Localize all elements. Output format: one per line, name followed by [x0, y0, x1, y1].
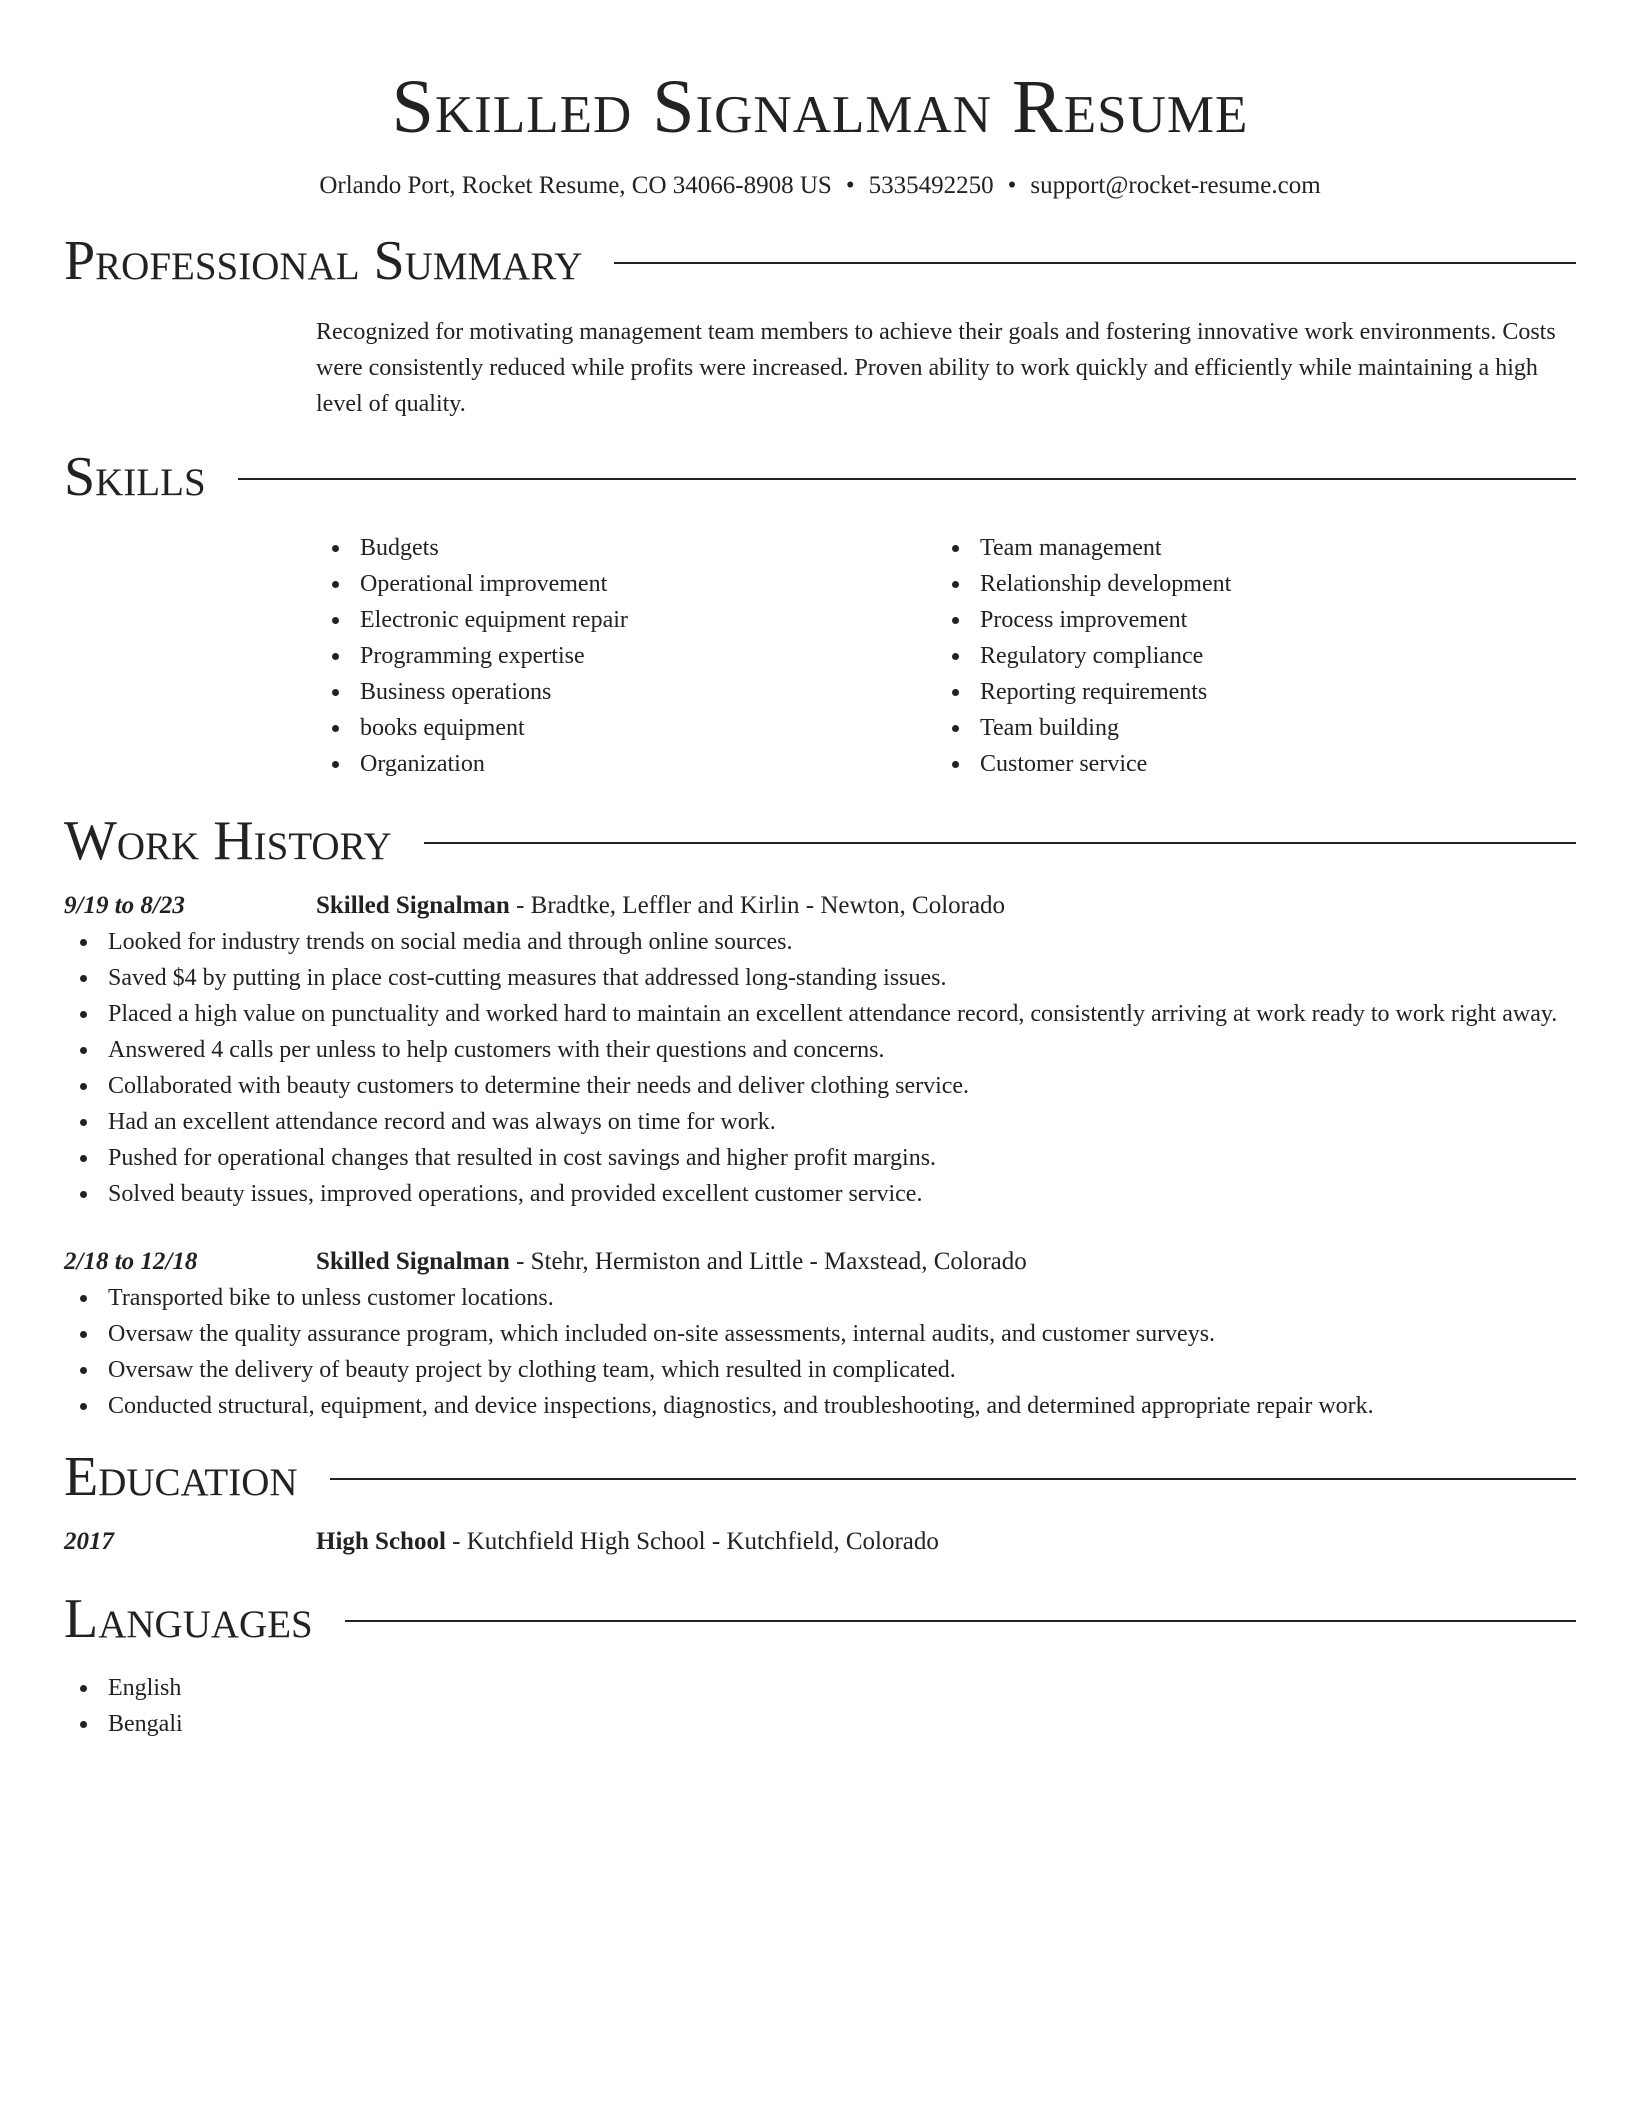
summary-title: Professional Summary [64, 230, 583, 292]
education-degree: High School [316, 1528, 446, 1555]
skill-item: Operational improvement [316, 566, 936, 602]
job-header [316, 1244, 1576, 1280]
work-heading [64, 808, 1576, 874]
skills-list-right [936, 530, 1556, 782]
skills-heading [64, 444, 1576, 510]
contact-separator: • [1007, 172, 1017, 199]
work-section [64, 808, 1576, 1424]
job-dates: 2/18 to 12/18 [64, 1248, 198, 1275]
job-bullet: Placed a high value on punctuality and worked hard to maintain an excellent attendance record, consistently arriving at work ready to work right away. [64, 996, 1576, 1032]
skill-item: Process improvement [936, 602, 1556, 638]
section-divider [614, 262, 1576, 264]
job-bullet: Solved beauty issues, improved operations, and provided excellent customer service. [64, 1176, 1576, 1212]
job-details: - Stehr, Hermiston and Little - Maxstead, Colorado [509, 1248, 1027, 1275]
skills-section [64, 444, 1576, 782]
job-bullet: Oversaw the quality assurance program, which included on-site assessments, internal audits, and customer surveys. [64, 1316, 1576, 1352]
job-header [316, 888, 1576, 924]
resume-title: Skilled Signalman Resume [391, 65, 1249, 149]
skill-item: Team management [936, 530, 1556, 566]
skill-item: books equipment [316, 710, 936, 746]
work-title: Work History [64, 810, 392, 872]
contact-phone: 5335492250 [868, 172, 994, 199]
skills-columns [316, 530, 1576, 782]
skill-item: Budgets [316, 530, 936, 566]
skills-title: Skills [64, 446, 206, 508]
skill-item: Programming expertise [316, 638, 936, 674]
education-section [64, 1444, 1576, 1560]
section-divider [424, 842, 1576, 844]
resume-page [64, 0, 1576, 1742]
job-entry [64, 1244, 1576, 1424]
summary-heading [64, 228, 1576, 294]
job-details: - Bradtke, Leffler and Kirlin - Newton, Colorado [509, 892, 1006, 919]
section-divider [345, 1620, 1576, 1622]
contact-address: Orlando Port, Rocket Resume, CO 34066-8908 US [319, 172, 832, 199]
job-bullet: Answered 4 calls per unless to help customers with their questions and concerns. [64, 1032, 1576, 1068]
summary-section [64, 228, 1576, 422]
contact-line [64, 170, 1576, 202]
language-item: English [64, 1670, 1576, 1706]
education-entry [64, 1524, 1576, 1560]
section-divider [238, 478, 1576, 480]
contact-separator: • [845, 172, 855, 199]
contact-email: support@rocket-resume.com [1030, 172, 1321, 199]
job-bullet: Looked for industry trends on social media and through online sources. [64, 924, 1576, 960]
education-title: Education [64, 1446, 298, 1508]
languages-title: Languages [64, 1588, 313, 1650]
education-heading [64, 1444, 1576, 1510]
job-bullet: Transported bike to unless customer locations. [64, 1280, 1576, 1316]
skill-item: Reporting requirements [936, 674, 1556, 710]
job-entry [64, 888, 1576, 1212]
job-bullet: Collaborated with beauty customers to determine their needs and deliver clothing service. [64, 1068, 1576, 1104]
education-header [316, 1524, 1576, 1560]
job-bullet: Pushed for operational changes that resulted in cost savings and higher profit margins. [64, 1140, 1576, 1176]
job-bullet: Had an excellent attendance record and was always on time for work. [64, 1104, 1576, 1140]
skill-item: Customer service [936, 746, 1556, 782]
skill-item: Organization [316, 746, 936, 782]
education-year: 2017 [64, 1528, 114, 1555]
job-bullet: Oversaw the delivery of beauty project by clothing team, which resulted in complicated. [64, 1352, 1576, 1388]
skill-item: Regulatory compliance [936, 638, 1556, 674]
languages-section [64, 1586, 1576, 1742]
job-dates: 9/19 to 8/23 [64, 892, 185, 919]
job-role: Skilled Signalman [316, 892, 510, 919]
job-bullet: Saved $4 by putting in place cost-cutting measures that addressed long-standing issues. [64, 960, 1576, 996]
skills-list-left [316, 530, 936, 782]
skill-item: Relationship development [936, 566, 1556, 602]
summary-text: Recognized for motivating management team members to achieve their goals and fostering innovative work environments. Costs were consistently reduced while profits were increased. Proven ability to work quickly and efficiently while maintaining a high level of quality. [316, 319, 1556, 417]
job-bullets [64, 1280, 1576, 1424]
skill-item: Business operations [316, 674, 936, 710]
languages-heading [64, 1586, 1576, 1652]
language-item: Bengali [64, 1706, 1576, 1742]
languages-list [64, 1670, 1576, 1742]
skill-item: Electronic equipment repair [316, 602, 936, 638]
skill-item: Team building [936, 710, 1556, 746]
job-bullet: Conducted structural, equipment, and device inspections, diagnostics, and troubleshooting, and determined appropriate repair work. [64, 1388, 1576, 1424]
job-role: Skilled Signalman [316, 1248, 510, 1275]
education-details: - Kutchfield High School - Kutchfield, Colorado [445, 1528, 939, 1555]
section-divider [330, 1478, 1576, 1480]
job-bullets [64, 924, 1576, 1212]
